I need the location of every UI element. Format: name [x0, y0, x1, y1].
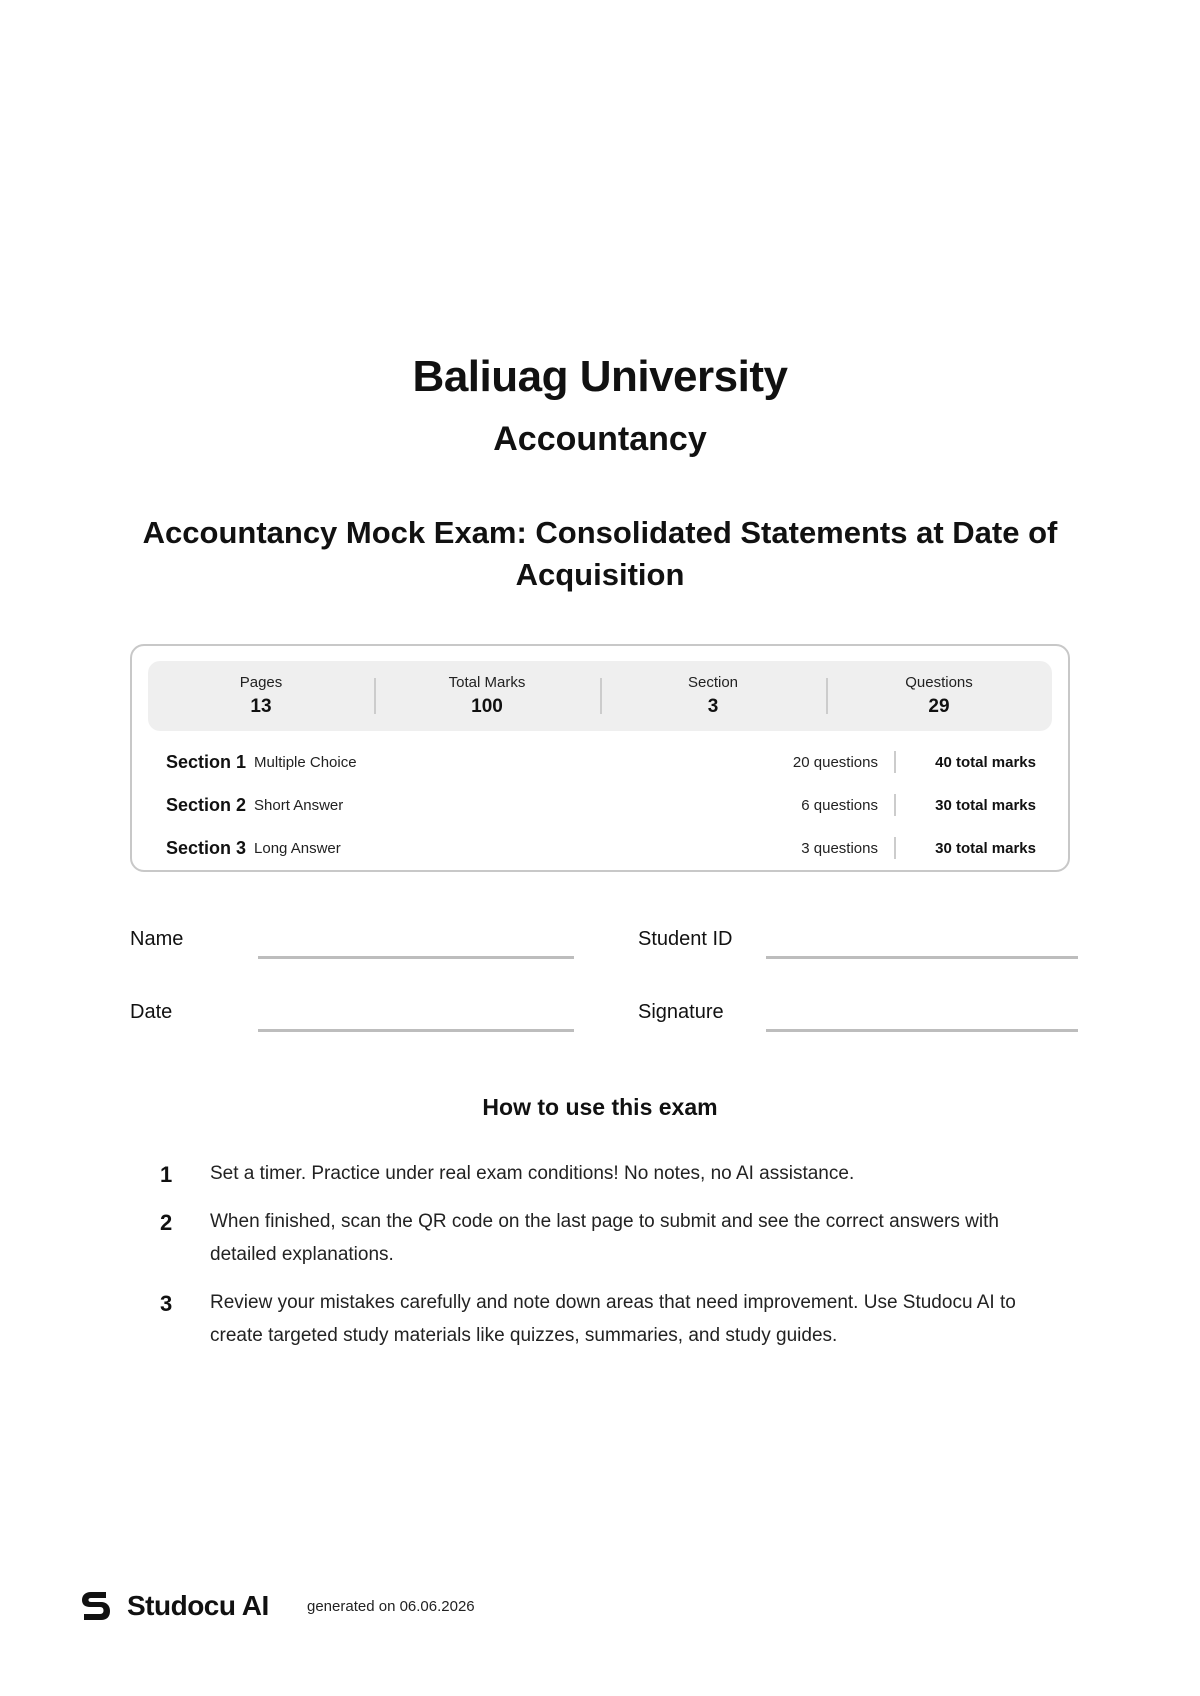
stat-label: Total Marks [448, 674, 526, 691]
signature-field[interactable] [766, 1029, 1078, 1032]
stat-pages [148, 672, 374, 720]
exam-title: Accountancy Mock Exam: Consolidated Statements at Date of Acquisition [142, 515, 1058, 592]
section-name: Section 2 [166, 794, 247, 815]
section-question-count: 6 questions [801, 796, 878, 814]
section-row-3 [166, 833, 1036, 863]
studocu-logo-icon [78, 1588, 114, 1624]
name-label: Name [130, 928, 184, 950]
step-number: 2 [160, 1210, 173, 1235]
section-question-count: 3 questions [801, 839, 878, 857]
section-type: Multiple Choice [254, 753, 357, 771]
generated-date: generated on 06.06.2026 [307, 1598, 475, 1615]
course-name: Accountancy [493, 420, 707, 458]
step-number: 1 [160, 1162, 173, 1187]
section-question-count: 20 questions [792, 753, 878, 771]
section-marks: 40 total marks [935, 753, 1036, 771]
step-text: When finished, scan the QR code on the last page to submit and see the correct answers with detailed explanations. [210, 1211, 999, 1265]
stat-value: 3 [707, 696, 719, 717]
section-name: Section 1 [166, 751, 247, 772]
section-marks: 30 total marks [935, 796, 1036, 814]
stat-value: 13 [250, 696, 272, 717]
student-id-label: Student ID [638, 928, 733, 950]
stat-label: Questions [905, 674, 973, 691]
exam-summary-card [130, 644, 1070, 872]
stat-value: 100 [471, 696, 503, 717]
date-label: Date [130, 1001, 173, 1023]
section-name: Section 3 [166, 837, 247, 858]
step-text: Review your mistakes carefully and note down areas that need improvement. Use Studocu AI to create targeted study materials like quizzes, summaries, and study guides. [210, 1292, 1016, 1346]
section-row-2 [166, 790, 1036, 820]
instructions-heading: How to use this exam [482, 1094, 718, 1120]
stat-questions [826, 672, 1052, 720]
signature-label: Signature [638, 1001, 724, 1023]
step-text: Set a timer. Practice under real exam conditions! No notes, no AI assistance. [210, 1163, 855, 1184]
name-field[interactable] [258, 956, 574, 959]
instruction-step-2 [160, 1205, 1060, 1271]
section-type: Short Answer [254, 796, 344, 814]
stat-total-marks [374, 672, 600, 720]
stat-sections [600, 672, 826, 720]
stat-label: Pages [239, 674, 283, 691]
instruction-step-3 [160, 1286, 1060, 1352]
university-name: Baliuag University [412, 352, 788, 401]
brand-name: Studocu AI [127, 1590, 269, 1621]
instruction-step-1 [160, 1157, 1060, 1191]
exam-stats-bar [148, 661, 1052, 731]
section-type: Long Answer [254, 839, 341, 857]
stat-value: 29 [928, 696, 950, 717]
section-row-1 [166, 747, 1036, 777]
step-number: 3 [160, 1291, 173, 1316]
date-field[interactable] [258, 1029, 574, 1032]
student-id-field[interactable] [766, 956, 1078, 959]
section-marks: 30 total marks [935, 839, 1036, 857]
stat-label: Section [687, 674, 739, 691]
